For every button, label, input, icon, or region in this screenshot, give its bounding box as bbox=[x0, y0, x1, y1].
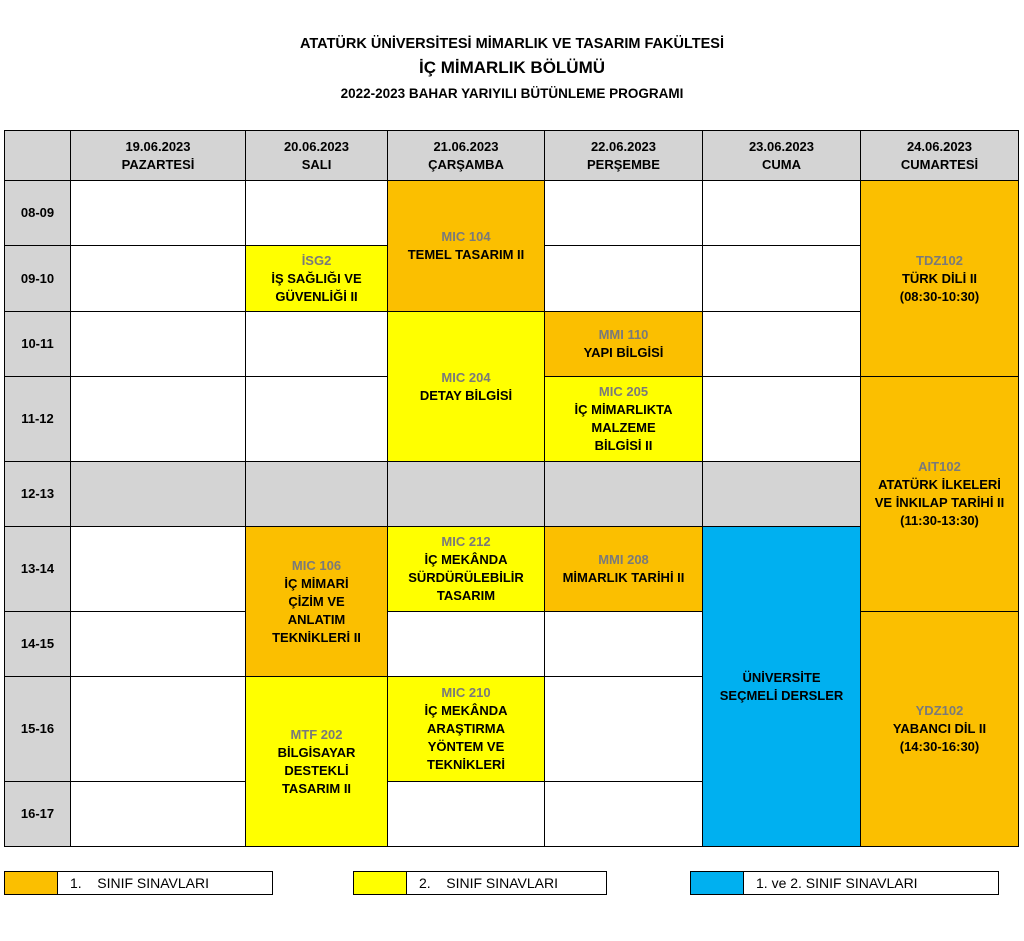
course-title: BİLGİSAYAR bbox=[277, 744, 356, 760]
empty-slot-cell bbox=[702, 245, 861, 312]
time-slot-text: 14-15 bbox=[20, 636, 55, 651]
day-name: PERŞEMBE bbox=[587, 156, 660, 172]
course-title: ÇİZİM VE bbox=[288, 593, 345, 609]
course-title: SEÇMELİ DERSLER bbox=[719, 687, 844, 703]
day-header bbox=[245, 130, 388, 181]
empty-slot-cell bbox=[544, 245, 703, 312]
course-title: DESTEKLİ bbox=[284, 762, 349, 778]
course-title: YÖNTEM VE bbox=[427, 739, 505, 754]
program-title: 2022-2023 BAHAR YARIYILI BÜTÜNLEME PROGRAMI bbox=[340, 86, 684, 101]
empty-slot-cell bbox=[387, 781, 545, 847]
time-slot-label bbox=[4, 311, 71, 377]
time-slot-text: 11-12 bbox=[21, 411, 54, 426]
legend-label: 2. SINIF SINAVLARI bbox=[406, 871, 607, 895]
day-date: 21.06.2023 bbox=[433, 138, 499, 154]
course-code: AIT102 bbox=[918, 459, 961, 474]
time-slot-label bbox=[4, 611, 71, 677]
time-slot-label bbox=[4, 245, 71, 312]
day-date: 22.06.2023 bbox=[590, 138, 657, 154]
empty-slot-cell bbox=[70, 245, 246, 312]
day-header bbox=[544, 130, 703, 181]
day-name: PAZARTESİ bbox=[121, 156, 195, 172]
time-slot-label bbox=[4, 461, 71, 527]
empty-slot-cell bbox=[702, 311, 861, 377]
course-code: MTF 202 bbox=[290, 726, 343, 742]
day-name: ÇARŞAMBA bbox=[428, 156, 504, 172]
course-title: MALZEME bbox=[591, 420, 656, 435]
table-corner bbox=[4, 130, 71, 181]
time-slot-text: 10-11 bbox=[21, 336, 54, 351]
day-date: 23.06.2023 bbox=[748, 138, 815, 154]
day-name: CUMARTESİ bbox=[900, 156, 979, 172]
course-title: TEKNİKLERİ II bbox=[272, 629, 361, 645]
time-slot-text: 09-10 bbox=[20, 270, 55, 286]
time-slot-label bbox=[4, 676, 71, 782]
day-header bbox=[702, 130, 861, 181]
legend-swatch bbox=[4, 871, 58, 895]
empty-slot-cell bbox=[70, 311, 246, 377]
empty-slot-cell bbox=[70, 611, 246, 677]
lunch-break-cell bbox=[702, 461, 861, 527]
course-code: MIC 104 bbox=[441, 229, 491, 244]
course-code: İSG2 bbox=[301, 252, 332, 268]
day-name: CUMA bbox=[762, 156, 801, 172]
course-code: MIC 212 bbox=[441, 534, 491, 549]
course-code: MIC 205 bbox=[598, 384, 649, 399]
empty-slot-cell bbox=[544, 781, 703, 847]
time-slot-text: 15-16 bbox=[20, 721, 55, 736]
day-date: 24.06.2023 bbox=[906, 138, 973, 154]
exam-block bbox=[387, 311, 545, 462]
course-title: MİMARLIK TARİHİ II bbox=[562, 570, 685, 585]
course-title: İÇ MİMARİ bbox=[284, 575, 349, 591]
course-title: BİLGİSİ II bbox=[594, 438, 653, 453]
exam-block bbox=[544, 311, 703, 377]
empty-slot-cell bbox=[70, 526, 246, 612]
legend-label: 1. SINIF SINAVLARI bbox=[57, 871, 273, 895]
lunch-break-cell bbox=[70, 461, 246, 527]
exam-block bbox=[387, 526, 545, 612]
course-title: ANLATIM bbox=[287, 611, 346, 627]
course-title: ATATÜRK İLKELERİ bbox=[878, 477, 1001, 492]
course-code: YDZ102 bbox=[915, 703, 964, 718]
time-slot-text: 16-17 bbox=[20, 806, 55, 821]
course-title: TÜRK DİLİ II bbox=[901, 270, 978, 286]
empty-slot-cell bbox=[70, 376, 246, 462]
time-slot-label bbox=[4, 526, 71, 612]
course-code: MIC 204 bbox=[441, 369, 491, 385]
faculty-title: ATATÜRK ÜNİVERSİTESİ MİMARLIK VE TASARIM FAKÜLTESİ bbox=[300, 36, 724, 52]
time-slot-text: 08-09 bbox=[20, 205, 55, 220]
exam-block bbox=[544, 526, 703, 612]
course-code: MIC 106 bbox=[291, 557, 342, 573]
course-title: İÇ MEKÂNDA bbox=[424, 552, 508, 567]
empty-slot-cell bbox=[245, 376, 388, 462]
lunch-break-cell bbox=[387, 461, 545, 527]
course-code: TDZ102 bbox=[916, 252, 963, 268]
time-slot-text: 12-13 bbox=[20, 486, 55, 501]
course-code: MMI 208 bbox=[598, 552, 649, 567]
exam-block bbox=[245, 245, 388, 312]
course-title: ÜNİVERSİTE bbox=[742, 669, 821, 685]
exam-block bbox=[860, 611, 1019, 847]
empty-slot-cell bbox=[544, 676, 703, 782]
time-slot-label bbox=[4, 376, 71, 462]
course-title: GÜVENLİĞİ II bbox=[275, 288, 358, 304]
time-slot-label bbox=[4, 180, 71, 246]
course-title: SÜRDÜRÜLEBİLİR bbox=[408, 570, 524, 585]
course-title: TEKNİKLERİ bbox=[427, 757, 505, 772]
exam-block bbox=[245, 676, 388, 847]
course-title: YAPI BİLGİSİ bbox=[583, 345, 664, 360]
course-title: TEMEL TASARIM II bbox=[407, 247, 525, 262]
empty-slot-cell bbox=[544, 611, 703, 677]
day-header bbox=[387, 130, 545, 181]
department-title: İÇ MİMARLIK BÖLÜMÜ bbox=[418, 58, 606, 77]
course-title: İÇ MEKÂNDA bbox=[424, 703, 508, 718]
empty-slot-cell bbox=[70, 781, 246, 847]
exam-block bbox=[387, 676, 545, 782]
day-header bbox=[860, 130, 1019, 181]
empty-slot-cell bbox=[245, 180, 388, 246]
course-title: VE İNKILAP TARİHİ II bbox=[874, 495, 1005, 510]
empty-slot-cell bbox=[544, 180, 703, 246]
empty-slot-cell bbox=[387, 611, 545, 677]
day-name: SALI bbox=[301, 156, 332, 172]
course-title: (08:30-10:30) bbox=[899, 288, 980, 304]
empty-slot-cell bbox=[70, 676, 246, 782]
legend-label: 1. ve 2. SINIF SINAVLARI bbox=[743, 871, 999, 895]
exam-block bbox=[245, 526, 388, 677]
empty-slot-cell bbox=[70, 180, 246, 246]
empty-slot-cell bbox=[245, 311, 388, 377]
course-title: (14:30-16:30) bbox=[899, 739, 980, 754]
exam-block bbox=[860, 180, 1019, 377]
course-code: MIC 210 bbox=[441, 685, 491, 700]
legend-swatch bbox=[353, 871, 407, 895]
empty-slot-cell bbox=[702, 376, 861, 462]
exam-block bbox=[544, 376, 703, 462]
day-date: 20.06.2023 bbox=[283, 138, 350, 154]
day-date: 19.06.2023 bbox=[125, 138, 191, 154]
legend-swatch bbox=[690, 871, 744, 895]
lunch-break-cell bbox=[544, 461, 703, 527]
exam-block bbox=[387, 180, 545, 312]
course-title: (11:30-13:30) bbox=[900, 513, 979, 528]
course-code: MMI 110 bbox=[598, 327, 649, 342]
course-title: İŞ SAĞLIĞI VE bbox=[271, 270, 362, 286]
course-title: TASARIM II bbox=[281, 780, 352, 796]
empty-slot-cell bbox=[702, 180, 861, 246]
course-title: TASARIM bbox=[436, 588, 496, 603]
exam-block bbox=[860, 376, 1019, 612]
time-slot-label bbox=[4, 781, 71, 847]
exam-block bbox=[702, 526, 861, 847]
course-title: YABANCI DİL II bbox=[892, 721, 987, 736]
course-title: DETAY BİLGİSİ bbox=[419, 387, 513, 403]
course-title: ARAŞTIRMA bbox=[427, 721, 505, 736]
day-header bbox=[70, 130, 246, 181]
lunch-break-cell bbox=[245, 461, 388, 527]
course-title: İÇ MİMARLIKTA bbox=[574, 402, 673, 417]
time-slot-text: 13-14 bbox=[20, 561, 55, 576]
